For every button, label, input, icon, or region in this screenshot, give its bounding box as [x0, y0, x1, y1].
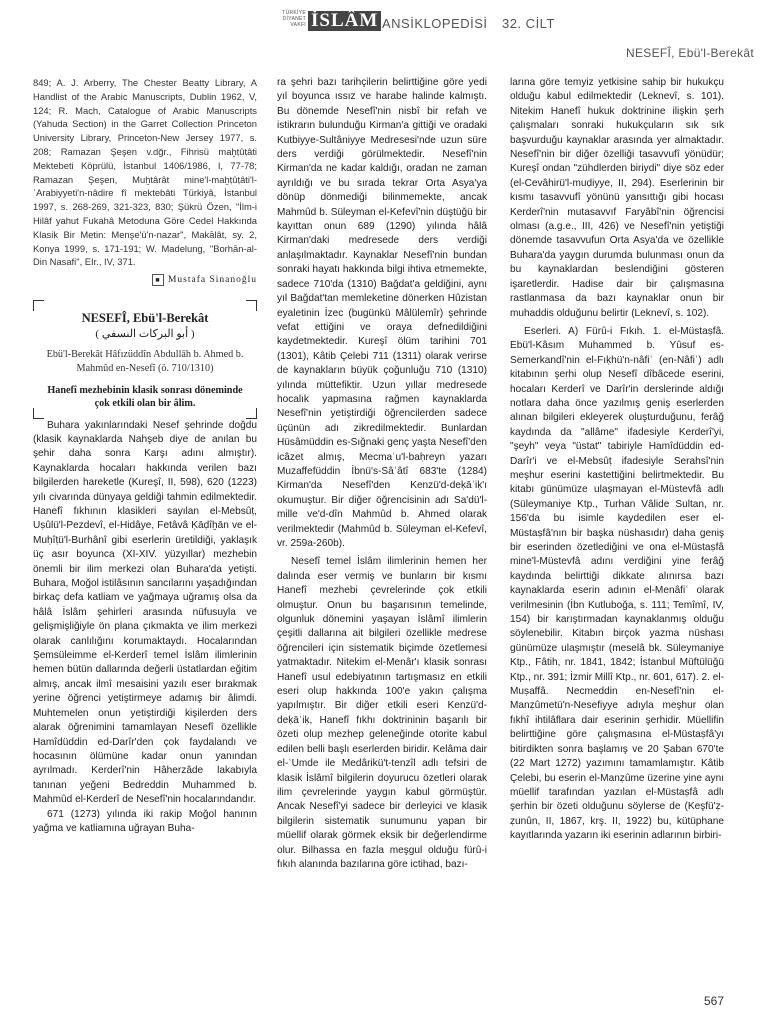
author-signature: ■ Mustafa Sinanoğlu: [33, 273, 257, 287]
running-head: NESEFÎ, Ebü'l-Berekât: [626, 46, 754, 60]
bibliography: 849; A. J. Arberry, The Chester Beatty Library, A Handlist of the Arabic Manuscripts, Dublin 1962, V, 124; R. Mach, Catalogue of Arabic Manuscripts (Yahuda Section) in the Garret Collection Princeton University Library, Princeton-New Jersey 1977, s. 208; Ramazan Şeşen v.dğr., Fihrisü maḫṭûṭâti Mektebeti Köprülü, İstanbul 1406/1986, I, 77-78; Ramazan Şeşen, Muḫtârât mine'l-maḫṭûṭâti'l-ʿArabiyyeti'n-nâdire fî mektebâti Türkiyâ, İstanbul 1997, s. 268-269, 321-323, 830; Şükrü Özen, "İlm-i Hilâf yahut Fukahâ Metoduna Göre Cedel Hakkında Klasik Bir Metin: Menşe'ü'n-nazar", Makālât, sy. 2, Konya 1999, s. 171-191; W. Madelung, "Borhān-al-Din Nasafi", EIr., IV, 371.: [33, 77, 257, 268]
body-paragraph: larına göre temyiz yetkisine sahip bir hukukçu olduğu kabul edilmektedir (Leknevî, s. 101). Nitekim Hanefî hukuk doktrinine ilişkin şerh çalışmaları sonraki hukukçuların sık sık başvurduğu kaynaklar arasında yer almaktadır. Nesefî'nin bir diğer özelliği tasavvufî yönüdür; Kureşî ondan "zühdlerden biriydi" diye söz eder (el-Cevâhirü'l-muḍiyye, II, 294). Eserlerinin bir kısmı tasavvufî yönünü yansıttığı gibi hocası Kerderî'nin mutasavvıf Faryâbî'nin öğrencisi olması (a.g.e., III, 426) ve Nesefî'nin yetiştiği dönemde tasavvufun Orta Asya'da ve özellikle Buhara'da yaygın durumda bulunması onun da bu kaynaklardan beslendiğini gösteren işaretlerdir. Hadise dair bir çalışmasına rastlanmasa da bazı kaynaklar onun bir muhaddis olduğunu belirtir (Leknevî, s. 102).: [510, 77, 724, 319]
entry-header: [33, 300, 257, 419]
entry-full-name: Ebü'l-Berekât Hâfızüddîn Abdullāh b. Ahmed b. Mahmûd en-Nesefî (ö. 710/1310): [46, 348, 244, 374]
works-section: Eserleri. A) Fürû-i Fıkıh. 1. el-Müstaṣfâ. Ebü'l-Kâsım Muhammed b. Yûsuf es-Semerkandî'nin el-Fıḳhü'n-nâfiʿ (en-Nâfiʿ) adlı kitabının şerhi olup Nesefî dîbâcede eserini, hocaları Kerderî ve Darîr'in derslerinde aldığı notlara daha önce yazılmış geniş eserlerden alınan bilgileri ekleyerek oluşturduğunu, ferâğ kaydında da "allâme" ifadesiyle Kerderî'yi, "şeyh" veya "üstat" tabiriyle Hamîdüddin ed-Darîr'i ve el-Mebsûṭ ifadesiyle Serahsî'nin meşhur eserini kastettiğini belirtmektedir. Bu kitabı günümüze ulaşmayan el-Müstevfâ adlı (Süleymaniye Ktp., Turhan Vâlide Sultan, nr. 156'da bu isimle kaydedilen eser el-Müstaṣfâ'nın bir başka nüshasıdır) daha geniş bir eserinden özetlediğini ve ona el-Müstaṣfâ mine'l-Müstevfâ adını verdiğini yine ferâğ kaydında belirttiği dikkate alınırsa bazı kaynaklarda eserin adının el-Menâfiʿ olarak verilmesinin (İbn Kutluboğa, s. 111; Temîmî, IV, 154) bir karıştırmadan kaynaklanmış olduğu söylenebilir. Kitabın birçok yazma nüshası günümüze ulaşmıştır (meselâ bk. Süleymaniye Ktp., Fâtih, nr. 1841, 1842; İstanbul Müftülüğü Ktp., nr. 391; İzmir Millî Ktp., nr. 601, 617). 2. el-Muṣaffâ. Necmeddin en-Nesefî'nin el-Manẓûmetü'n-Nesefiyye adıyla meşhur olan fıkhî ihtilâflara dair eserinin şerhidir. Müellifin belirttiğine göre çalışmasına el-Müstaṣfâ'yı bitirdikten sonra başlamış ve 20 Şaban 670'te (22 Mart 1272) yazımını tamamlamıştır. Kâtib Çelebi, bu eserin el-Manẓûme üzerine yine aynı müellif tarafından yazılan el-Müstaṣfâ adlı şerhin bir özeti olduğunu söylerse de (Keşfü'ẓ-ẓunûn, II, 1867, krş. II, 1922) bu, kütüphane kayıtlarında yazarın iki eserinin adlarının birbiri-: [510, 325, 724, 842]
column-3: [510, 76, 724, 844]
body-paragraph: Buhara yakınlarındaki Nesef şehrinde doğdu (klasik kaynaklarda Nahşeb diye de anılan bu şehir daha sonra Karşı adını almıştır). Kaynaklarda hocaları hakkında verilen bazı bilgilerden hareketle (Kureşî, II, 598), 620 (1223) yılı civarında dünyaya geldiği tahmin edilmektedir. Hanefî fıkhının klasikleri sayılan el-Mebsûṭ, Uṣûlü'l-Pezdevî, el-Hidâye, Fetâvâ Ḳāḍîḫān ve el-Muḥîṭü'l-Burhânî gibi eserlerin üretildiği, yaklaşık üç asır boyunca (XI-XIV. yüzyıllar) mezhebin önemli bir ilim merkezi olan Buhara'da yetişti. Buhara, Moğol istilâsının sancılarını yaşadığından birkaç defa katliam ve yağmaya uğramış olsa da hâlâ İslâm şehirleri arasında nüfusuyla ve gelişmişliğiyle ön plana çıkmakta ve ilim merkezi olarak canlılığını korumaktaydı. Hocalarından Şemsüleimme el-Kerderî temel İslâm ilimlerinin hemen bütün dallarında değerli üstatlardan eğitim almış, ancak ilmî mesaisini yazılı eser bırakmak yerine öğrenci yetiştirmeye adamış bir âlimdi. Muhtemelen onun yetiştirdiği kişilerden ders alarak öğrenimini tamamlayan Nesefî özellikle Hamîdüddin ed-Darîr'den çok faydalandı ve hocasının ölümüne kadar onun yanından ayrılmadı. Kerderî'nin Hâherzâde lakabıyla tanınan yeğeni Bedreddin Muhammed b. Mahmûd el-Kerderî de Nesefî'nin hocalarındandır.: [33, 419, 257, 806]
page-number: 567: [703, 994, 724, 1008]
body-paragraph: Nesefî temel İslâm ilimlerinin hemen her dalında eser vermiş ve bunların bir kısmı Hanefî mezhebi çevrelerinde çok etkili olmuştur. Onun bu başarısının temelinde, olgunluk dönemini yaşayan İslâmî ilimlerin çeşitli dallarına ait bilgileri özellikle medrese öğrencileri için sistematik biçimde özetlemesi yatmaktadır. Nitekim el-Menâr'ı klasik sonrası Hanefî usul edebiyatının tartışmasız en etkili eseri olup hakkında 100'e yakın çalışma yapılmıştır. Bir diğer etkili eseri Kenzü'd-deḳāʾiḳ, Hanefî fıkhı doktrininin başarılı bir özeti olup mezhep geleneğinde otorite kabul edilen belli başlı eserlerden biridir. Kelâma dair el-ʿUmde ile Medârikü't-tenzîl adlı tefsiri de klasik İslâmî bilgilerin doyurucu özetleri olarak ilim çevrelerinde yaygın kabul görmüştür. Ancak Nesefî'yi sadece bir derleyici ve klasik bilgilerin sistematik sunumunu yapan bir müellif olarak görmek eksik bir değerlendirme olur. Bilhassa en fazla meşgul olduğu fürû-i fıkıh alanında bazılarına göre ictihad, bazı-: [277, 556, 487, 870]
author-mark-icon: ■: [152, 274, 164, 286]
entry-arabic-title: ( أبو البركات النسفي ): [95, 327, 195, 340]
body-paragraph: ra şehri bazı tarihçilerin belirttiğine göre yedi yıl boyunca ıssız ve harabe halinde kalmıştı. Bu dönemde Nesefî'nin nisbî bir refah ve istikrarın bulunduğu Kirman'a gittiği ve oradaki Kutbiyye-Sultâniyye Medresesi'nde uzun süre ders verdiği görülmektedir. Nesefî'nin Kirman'da ne kadar kaldığı, oradan ne zaman ayrıldığı ve bu sırada tekrar Orta Asya'ya dönüp dönmediği bilinmemekte, ancak Mahmûd b. Süleyman el-Kefevî'nin düştüğü bir kayıttan onun 689 (1290) yılında hâlâ Kirman'daki medresede ders verdiği anlaşılmaktadır. Kaynaklar Nesefî'nin bundan sonraki hayatı hakkında bilgi ihtiva etmemekte, sadece 710'da (1310) Bağdat'a geldiğini, aynı yıl Bağdat'tan memleketine dönerken Hûzistan eyaletinin İzec (bugünkü Mâlülemîr) şehrinde vefat ettiğini ve oraya defnedildiğini kaydetmektedir. Kureşî ölüm tarihini 701 (1301), Kâtib Çelebi 711 (1311) olarak verirse de kaynakların büyük çoğunluğu 710 (1310) yılında müttefiktir. Uzun yıllar medresede hocalık yapmasına rağmen kaynaklarda Nesefî'nin yetiştirdiği öğrencilerden sadece üçünün adı zikredilmektedir. Bunlardan Hüsâmüddin es-Sığnaki genç yaşta Nesefî'den icâzet almış, Mecmaʿu'l-baḥreyn yazarı Muzaffefüddin İbnü's-Sâʿâtî 683'te (1284) Kirman'da Nesefî'den Kenzü'd-deḳāʾiḳ'ı okumuştur. Bir diğer öğrencisinin adı Sa'dü'l-mille ve'd-dîn Mahmûd b. Ahmed olarak verilmektedir (Mahmûd b. Süleyman el-Kefevî, vr. 259a-260b).: [277, 77, 487, 549]
entry-description: Hanefî mezhebinin klasik sonrası döneminde çok etkili olan bir âlim.: [47, 384, 243, 410]
entry-title: NESEFÎ, Ebü'l-Berekât: [81, 310, 209, 325]
volume-label: 32. CİLT: [502, 16, 555, 31]
column-1: [33, 76, 257, 836]
encyclopedia-name: ANSİKLOPEDİSİ: [382, 16, 488, 31]
column-2: [277, 76, 487, 872]
logo-islam: İSLÂM: [308, 11, 381, 31]
publisher-mark: TÜRKİYE DİYANET VAKFI: [282, 10, 306, 28]
encyclopedia-header: [270, 10, 570, 34]
body-paragraph: 671 (1273) yılında iki rakip Moğol hanının yağma ve katliamına uğrayan Buha-: [33, 808, 257, 834]
